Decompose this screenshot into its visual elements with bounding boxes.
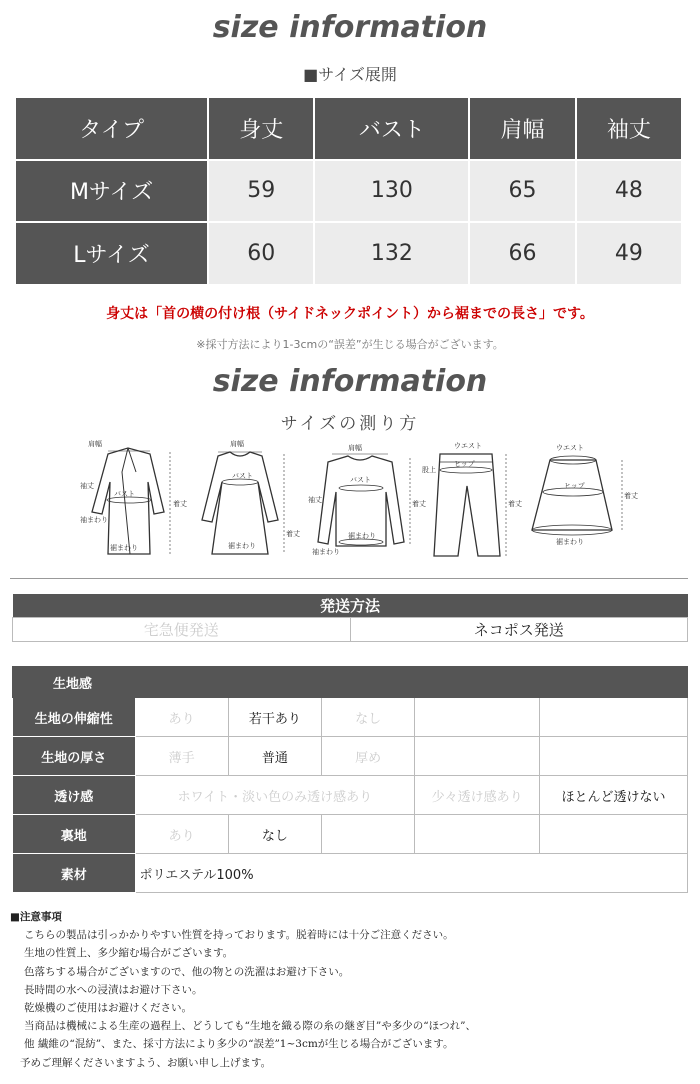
table-cell: 59 [208, 160, 314, 223]
fabric-cell: ホワイト・淡い色のみ透け感あり [135, 776, 415, 815]
label-cuff: 袖まわり [312, 548, 340, 556]
label-sleeve: 袖丈 [308, 496, 322, 504]
table-cell: 66 [469, 222, 575, 285]
table-cell: 65 [469, 160, 575, 223]
label-length: 着丈 [508, 500, 522, 508]
fabric-cell [415, 815, 540, 854]
fabric-row-label: 生地の伸縮性 [13, 698, 136, 737]
label-hem: 裾まわり [348, 532, 376, 540]
notes-title: ■注意事項 [10, 911, 62, 923]
fabric-cell: なし [321, 698, 414, 737]
label-hem: 裾まわり [556, 538, 584, 546]
measure-subtitle: サイズの測り方 [280, 414, 420, 434]
pants-diagram [420, 442, 520, 566]
table-header: タイプ [15, 97, 208, 160]
table-header: バスト [314, 97, 469, 160]
label-shoulder: 肩幅 [230, 440, 244, 448]
size-table [14, 96, 683, 286]
row-label: Mサイズ [15, 160, 208, 223]
table-cell: 132 [314, 222, 469, 285]
fabric-cell: 厚め [321, 737, 414, 776]
shipping-option: ネコポス発送 [350, 618, 688, 642]
label-cuff: 袖まわり [80, 516, 108, 524]
fabric-cell [321, 815, 414, 854]
notes-section [10, 908, 476, 1072]
shipping-table [12, 594, 688, 642]
fabric-cell: あり [135, 815, 228, 854]
note-line: 予めご理解くださいますよう、お願い申し上げます。 [20, 1056, 272, 1069]
label-waist: ウエスト [556, 444, 584, 452]
label-rise: 股上 [422, 466, 436, 474]
table-header: 袖丈 [576, 97, 682, 160]
fabric-row-label: 生地の厚さ [13, 737, 136, 776]
fabric-row-label: 素材 [13, 854, 136, 893]
fabric-cell [540, 737, 688, 776]
label-bust: バスト [114, 490, 135, 498]
fabric-cell-selected: ほとんど透けない [540, 776, 688, 815]
note-line: こちらの製品は引っかかりやすい性質を持っております。脱着時には十分ご注意ください。 [24, 929, 454, 942]
label-sleeve: 袖丈 [80, 482, 94, 490]
label-bust: バスト [350, 476, 371, 484]
table-cell: 48 [576, 160, 682, 223]
label-shoulder: 肩幅 [348, 444, 362, 452]
fabric-row-label: 透け感 [13, 776, 136, 815]
fabric-table [12, 666, 688, 893]
fabric-cell-selected: なし [228, 815, 321, 854]
fabric-row-label: 裏地 [13, 815, 136, 854]
coat-diagram [78, 442, 188, 566]
label-waist: ウエスト [454, 442, 482, 450]
fabric-title: 生地感 [13, 667, 688, 698]
length-note: 身丈は「首の横の付け根（サイドネックポイント）から裾までの長さ」です。 [106, 306, 594, 322]
label-length: 着丈 [624, 492, 638, 500]
label-bust: バスト [232, 472, 253, 480]
label-hem: 裾まわり [228, 542, 256, 550]
table-cell: 130 [314, 160, 469, 223]
sweater-diagram [308, 442, 426, 566]
fabric-cell-selected: 普通 [228, 737, 321, 776]
section-title-size: size information [212, 10, 488, 45]
table-header: 身丈 [208, 97, 314, 160]
fabric-cell [415, 737, 540, 776]
shipping-option: 宅急便発送 [13, 618, 351, 642]
error-note: ※採寸方法により1-3cmの“誤差”が生じる場合がございます。 [196, 338, 504, 351]
note-line: 乾燥機のご使用はお避けください。 [24, 1002, 192, 1015]
label-hip: ヒップ [564, 482, 585, 490]
label-shoulder: 肩幅 [88, 440, 102, 448]
fabric-cell-selected: 若干あり [228, 698, 321, 737]
divider [10, 578, 688, 579]
fabric-cell [415, 698, 540, 737]
skirt-diagram [526, 442, 636, 566]
row-label: Lサイズ [15, 222, 208, 285]
label-hip: ヒップ [454, 460, 475, 468]
fabric-cell: あり [135, 698, 228, 737]
note-line: 色落ちする場合がございますので、他の物との洗濯はお避け下さい。 [24, 965, 350, 978]
fabric-cell [540, 815, 688, 854]
table-cell: 60 [208, 222, 314, 285]
label-hem: 裾まわり [110, 544, 138, 552]
fabric-cell [540, 698, 688, 737]
table-header: 肩幅 [469, 97, 575, 160]
label-length: 着丈 [173, 500, 187, 508]
label-length: 着丈 [412, 500, 426, 508]
table-cell: 49 [576, 222, 682, 285]
label-length: 着丈 [286, 530, 300, 538]
size-subtitle: ■サイズ展開 [303, 65, 397, 84]
note-line: 生地の性質上、多少縮む場合がございます。 [24, 947, 234, 960]
note-line: 他 繊維の“混紡”、また、採寸方法により多少の“誤差”1~3cmが生じる場合がございます。 [24, 1038, 454, 1051]
fabric-cell: 少々透け感あり [415, 776, 540, 815]
section-title-measure: size information [212, 364, 488, 399]
note-line: 長時間の水への浸漬はお避け下さい。 [24, 983, 203, 996]
shipping-title: 発送方法 [13, 594, 688, 618]
note-line: 当商品は機械による生産の過程上、どうしても“生地を織る際の糸の継ぎ目”や多少の“ほつれ”、 [24, 1020, 476, 1033]
material-value: ポリエステル100% [135, 854, 687, 893]
fabric-cell: 薄手 [135, 737, 228, 776]
dress-diagram [192, 440, 300, 566]
